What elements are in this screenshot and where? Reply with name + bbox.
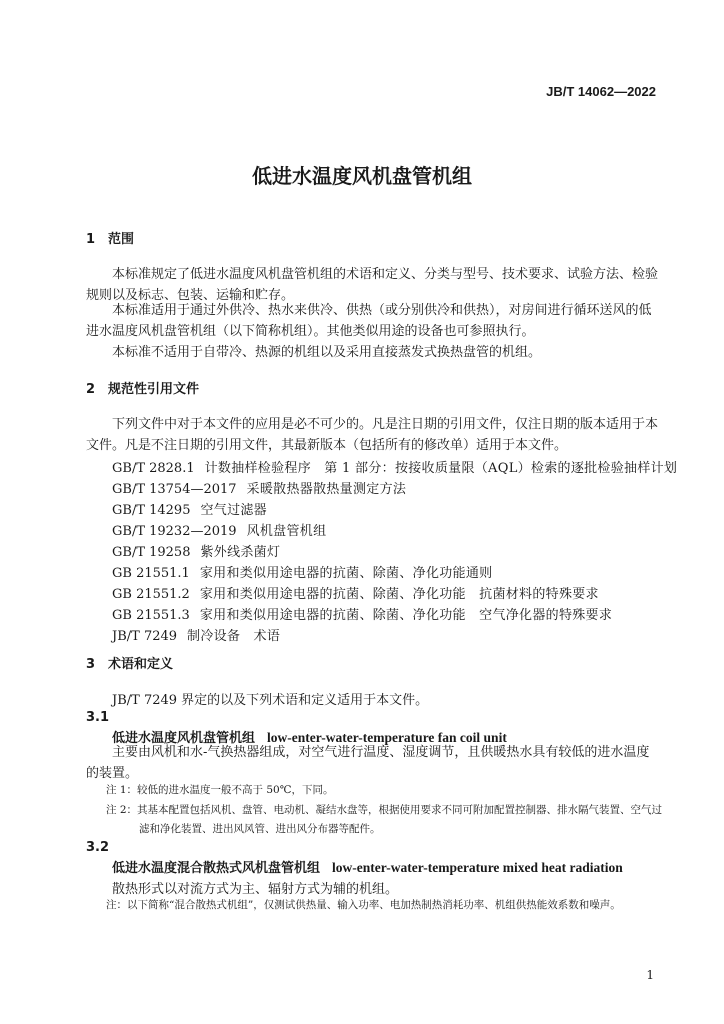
section-number: 1 (86, 232, 96, 247)
section-number: 2 (86, 382, 96, 397)
reference-title: 风机盘管机组 (246, 524, 327, 539)
term-definition: 主要由风机和水-气换热器组成，对空气进行温度、湿度调节，且供暖热水具有较低的进水温度的装置。 (86, 745, 650, 781)
term-heading (112, 857, 623, 876)
reference-item (112, 541, 280, 560)
paragraph: 本标准不适用于自带冷、热源的机组以及采用直接蒸发式换热盘管的机组。 (112, 345, 542, 360)
section-1-heading (86, 228, 134, 247)
note: 注 1：较低的进水温度一般不高于 50℃，下同。 (106, 784, 334, 796)
reference-code: GB 21551.3 (112, 608, 190, 623)
document-code: JB/T 14062—2022 (546, 84, 656, 99)
section-label: 术语和定义 (108, 657, 174, 672)
reference-item (112, 604, 612, 623)
term-english: low-enter-water-temperature mixed heat radiation (332, 860, 623, 875)
reference-code: GB/T 2828.1 (112, 461, 195, 476)
term-number: 3.2 (86, 840, 110, 855)
reference-item (112, 562, 492, 581)
reference-item (112, 625, 280, 644)
reference-code: JB/T 7249 (112, 629, 178, 644)
reference-item (112, 478, 406, 497)
reference-code: GB/T 13754—2017 (112, 482, 237, 497)
reference-title: 家用和类似用途电器的抗菌、除菌、净化功能通则 (199, 566, 493, 581)
note: 注：以下简称“混合散热式机组”，仅测试供热量、输入功率、电加热制热消耗功率、机组供热能效系数和噪声。 (106, 899, 621, 911)
reference-title: 采暖散热器散热量测定方法 (246, 482, 407, 497)
reference-title: 制冷设备 术语 (187, 629, 281, 644)
term-chinese: 低进水温度风机盘管机组 (112, 731, 256, 746)
section-label: 规范性引用文件 (108, 382, 200, 397)
reference-title: 家用和类似用途电器的抗菌、除菌、净化功能 空气净化器的特殊要求 (199, 608, 613, 623)
reference-item (112, 583, 599, 602)
reference-code: GB 21551.1 (112, 566, 190, 581)
note: 注 2：其基本配置包括风机、盘管、电动机、凝结水盘等，根据使用要求不同可附加配置控制器、排水隔气装置、空气过滤和净化装置、进出风风管、进出风分布器等配件。 (106, 804, 663, 835)
section-number: 3 (86, 657, 96, 672)
term-chinese: 低进水温度混合散热式风机盘管机组 (112, 861, 321, 876)
paragraph: 本标准适用于通过外供冷、热水来供冷、供热（或分别供冷和供热），对房间进行循环送风的低进水温度风机盘管机组（以下简称机组）。其他类似用途的设备也可参照执行。 (86, 303, 652, 339)
reference-title: 紫外线杀菌灯 (200, 545, 281, 560)
reference-title: 计数抽样检验程序 第 1 部分：按接收质量限（AQL）检索的逐批检验抽样计划 (204, 461, 678, 476)
paragraph: 本标准规定了低进水温度风机盘管机组的术语和定义、分类与型号、技术要求、试验方法、检验规则以及标志、包装、运输和贮存。 (86, 267, 659, 303)
term-english: low-enter-water-temperature fan coil unit (267, 730, 507, 745)
section-label: 范围 (108, 232, 135, 247)
term-definition: 散热形式以对流方式为主、辐射方式为辅的机组。 (112, 882, 399, 897)
paragraph: JB/T 7249 界定的以及下列术语和定义适用于本文件。 (112, 693, 429, 708)
document-title: 低进水温度风机盘管机组 (252, 164, 472, 188)
page-number: 1 (646, 968, 654, 982)
reference-item (112, 520, 326, 539)
reference-item (112, 457, 677, 476)
section-2-heading (86, 378, 199, 397)
section-3-heading (86, 653, 173, 672)
reference-code: GB 21551.2 (112, 587, 190, 602)
reference-code: GB/T 19232—2019 (112, 524, 237, 539)
reference-item (112, 499, 267, 518)
reference-title: 家用和类似用途电器的抗菌、除菌、净化功能 抗菌材料的特殊要求 (199, 587, 599, 602)
reference-code: GB/T 19258 (112, 545, 191, 560)
reference-title: 空气过滤器 (200, 503, 267, 518)
reference-code: GB/T 14295 (112, 503, 191, 518)
term-number: 3.1 (86, 710, 110, 725)
paragraph: 下列文件中对于本文件的应用是必不可少的。凡是注日期的引用文件，仅注日期的版本适用于本文件。凡是不注日期的引用文件，其最新版本（包括所有的修改单）适用于本文件。 (86, 417, 659, 453)
